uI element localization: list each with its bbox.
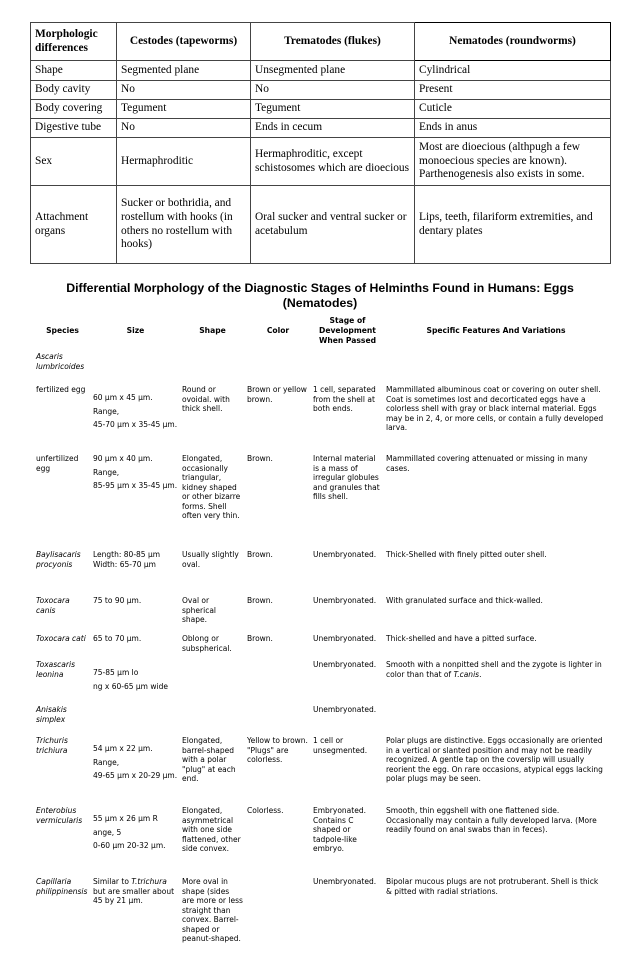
stage-text: Internal material is a mass of irregular globules and granules that fills shell. [313, 454, 380, 501]
shape-cell [180, 550, 245, 596]
egg-row [34, 385, 608, 454]
size-text: 54 µm x 22 µm. Range, 49-65 µm x 20-29 µm. [93, 744, 178, 780]
morphology-row [31, 81, 611, 100]
nematodes-cell: Lips, teeth, filariform extremities, and dentary plates [415, 186, 611, 264]
species-text: Trichuris trichiura [36, 736, 68, 755]
color-cell [245, 660, 311, 705]
color-cell [245, 454, 311, 550]
morphology-comparison-table [30, 22, 611, 264]
trematodes-cell: Oral sucker and ventral sucker or acetabulum [251, 186, 415, 264]
stage-cell [311, 550, 384, 596]
feature-cell: Attachment organs [31, 186, 117, 264]
size-cell [91, 806, 180, 877]
species-cell [34, 634, 91, 660]
nematodes-cell: Ends in anus [415, 119, 611, 138]
features-text: Polar plugs are distinctive. Eggs occasionally are oriented in a vertical or slanted position and may not be readily recognized. A gentle tap on the coverslip will usually reorient the egg. On rare occasions, atypical eggs lacking polar plugs may be seen. [386, 736, 603, 783]
color-cell [245, 550, 311, 596]
species-cell [34, 660, 91, 705]
features-text: Bipolar mucous plugs are not protruberant. Shell is thick & pitted with radial striations. [386, 877, 599, 896]
color-cell [245, 877, 311, 965]
size-text: 90 µm x 40 µm. Range, 85-95 µm x 35-45 µm. [93, 454, 178, 490]
stage-cell [311, 660, 384, 705]
stage-text: Unembryonated. [313, 705, 377, 714]
features-cell [384, 736, 608, 806]
morphology-row [31, 119, 611, 138]
features-cell [384, 550, 608, 596]
size-text: Length: 80-85 µm Width: 65-70 µm [93, 550, 161, 569]
stage-text: Unembryonated. [313, 660, 377, 669]
features-text: Smooth with a nonpitted shell and the zygote is lighter in color than that of T.canis. [386, 660, 602, 679]
stage-cell [311, 877, 384, 965]
cestodes-cell: No [117, 119, 251, 138]
features-text: Mammillated covering attenuated or missing in many cases. [386, 454, 588, 473]
egg-row [34, 660, 608, 705]
stage-cell [311, 454, 384, 550]
nematodes-cell: Most are dioecious (althpugh a few monoecious species are known). Parthenogenesis also exists in some. [415, 138, 611, 186]
shape-text: Oval or spherical shape. [182, 596, 217, 624]
morphology-row [31, 61, 611, 81]
color-text: Brown. [247, 454, 273, 463]
egg-row [34, 352, 608, 385]
nematode-eggs-table [34, 312, 608, 965]
species-cell [34, 454, 91, 550]
features-cell [384, 877, 608, 965]
eggs-table-body [34, 352, 608, 965]
features-text: With granulated surface and thick-walled. [386, 596, 543, 605]
size-text: 60 µm x 45 µm. Range, 45-70 µm x 35-45 µm. [93, 393, 178, 429]
nematodes-cell: Cuticle [415, 100, 611, 119]
egg-row [34, 454, 608, 550]
stage-text: 1 cell or unsegmented. [313, 736, 368, 755]
color-cell [245, 352, 311, 385]
shape-cell [180, 352, 245, 385]
species-text: Baylisacaris procyonis [36, 550, 81, 569]
feature-cell: Sex [31, 138, 117, 186]
size-text: 75 to 90 µm. [93, 596, 142, 605]
size-text: 55 µm x 26 µm R ange, 5 0-60 µm 20-32 µm. [93, 814, 166, 850]
color-cell [245, 596, 311, 634]
nematodes-cell: Cylindrical [415, 61, 611, 81]
size-cell [91, 705, 180, 736]
stage-cell [311, 596, 384, 634]
species-cell [34, 736, 91, 806]
header-species: Species [46, 326, 79, 335]
header-color: Color [266, 326, 290, 335]
species-text: Toxocara cati [36, 634, 86, 643]
species-text: Capillaria philippinensis [36, 877, 88, 896]
egg-row [34, 634, 608, 660]
species-text: Enterobius vermicularis [36, 806, 83, 825]
stage-text: Unembryonated. [313, 634, 377, 643]
species-text: Toxocara canis [36, 596, 70, 615]
feature-cell: Body cavity [31, 81, 117, 100]
stage-cell [311, 806, 384, 877]
size-cell [91, 385, 180, 454]
stage-cell [311, 634, 384, 660]
feature-cell: Digestive tube [31, 119, 117, 138]
morphology-header-row [31, 23, 611, 61]
cestodes-cell: Tegument [117, 100, 251, 119]
stage-cell [311, 352, 384, 385]
color-text: Brown. [247, 596, 273, 605]
species-text: Ascaris lumbricoides [36, 352, 85, 371]
size-cell [91, 596, 180, 634]
size-text: 75-85 µm lo ng x 60-65 µm wide [93, 668, 168, 691]
shape-cell [180, 454, 245, 550]
features-text: Thick-shelled and have a pitted surface. [386, 634, 537, 643]
size-cell [91, 352, 180, 385]
shape-text: Round or ovoidal. with thick shell. [182, 385, 230, 413]
morphology-row [31, 186, 611, 264]
shape-cell [180, 385, 245, 454]
size-cell [91, 550, 180, 596]
header-features: Specific Features And Variations [426, 326, 566, 335]
features-cell [384, 806, 608, 877]
shape-cell [180, 736, 245, 806]
species-cell [34, 705, 91, 736]
eggs-table-title: Differential Morphology of the Diagnostic Stages of Helminths Found in Humans: Eggs (Nematodes) [66, 281, 574, 310]
size-cell [91, 634, 180, 660]
size-text: Similar to T.trichura but are smaller about 45 by 21 µm. [93, 877, 175, 905]
size-cell [91, 736, 180, 806]
feature-cell: Body covering [31, 100, 117, 119]
size-cell [91, 660, 180, 705]
color-cell [245, 385, 311, 454]
trematodes-cell: No [251, 81, 415, 100]
stage-text: 1 cell, separated from the shell at both ends. [313, 385, 376, 413]
egg-row [34, 705, 608, 736]
color-cell [245, 705, 311, 736]
size-text: 65 to 70 µm. [93, 634, 142, 643]
header-trematodes: Trematodes (flukes) [251, 23, 415, 61]
species-cell [34, 877, 91, 965]
shape-text: Oblong or subspherical. [182, 634, 232, 653]
stage-text: Unembryonated. [313, 596, 377, 605]
features-text: Mammillated albuminous coat or covering on outer shell. Coat is sometimes lost and decorticated eggs have a colorless shell with gray or black internal material. Eggs may be in 2, 4, or more cells, or contain a fully developed larva. [386, 385, 604, 432]
egg-row [34, 550, 608, 596]
shape-cell [180, 660, 245, 705]
stage-cell [311, 736, 384, 806]
features-cell [384, 660, 608, 705]
species-cell [34, 596, 91, 634]
egg-row [34, 736, 608, 806]
color-cell [245, 736, 311, 806]
egg-row [34, 596, 608, 634]
header-size: Size [126, 326, 145, 335]
nematodes-cell: Present [415, 81, 611, 100]
header-stage: Stage of Development When Passed [318, 316, 377, 345]
shape-text: Elongated, asymmetrical with one side flattened, other side convex. [182, 806, 241, 853]
species-cell [34, 385, 91, 454]
stage-cell [311, 385, 384, 454]
species-text: fertilized egg [36, 385, 86, 394]
header-nematodes: Nematodes (roundworms) [415, 23, 611, 61]
shape-text: More oval in shape (sides are more or less straight than convex. Barrel-shaped or peanut-shaped. [182, 877, 243, 943]
color-text: Yellow to brown. "Plugs" are colorless. [247, 736, 308, 764]
features-text: Thick-Shelled with finely pitted outer shell. [386, 550, 547, 559]
header-cestodes: Cestodes (tapeworms) [117, 23, 251, 61]
header-shape: Shape [199, 326, 226, 335]
egg-row [34, 806, 608, 877]
shape-text: Elongated, barrel-shaped with a polar "plug" at each end. [182, 736, 236, 783]
color-cell [245, 634, 311, 660]
color-text: Brown. [247, 550, 273, 559]
features-cell [384, 596, 608, 634]
eggs-header-row [34, 312, 608, 352]
morphology-row [31, 100, 611, 119]
color-text: Brown. [247, 634, 273, 643]
trematodes-cell: Hermaphroditic, except schistosomes which are dioecious [251, 138, 415, 186]
stage-text: Unembryonated. [313, 877, 377, 886]
shape-text: Usually slightly oval. [182, 550, 239, 569]
species-text: unfertilized egg [36, 454, 79, 473]
trematodes-cell: Unsegmented plane [251, 61, 415, 81]
trematodes-cell: Ends in cecum [251, 119, 415, 138]
species-cell [34, 352, 91, 385]
trematodes-cell: Tegument [251, 100, 415, 119]
features-cell [384, 454, 608, 550]
stage-text: Unembryonated. [313, 550, 377, 559]
cestodes-cell: Segmented plane [117, 61, 251, 81]
species-cell [34, 806, 91, 877]
feature-cell: Shape [31, 61, 117, 81]
species-text: Toxascaris leonina [36, 660, 75, 679]
stage-cell [311, 705, 384, 736]
features-text: Smooth, thin eggshell with one flattened side. Occasionally may contain a fully developed larva. (More readily found on anal swabs than in feces). [386, 806, 597, 834]
color-cell [245, 806, 311, 877]
size-cell [91, 877, 180, 965]
color-text: Colorless. [247, 806, 284, 815]
header-morphologic-differences: Morphologic differences [31, 23, 117, 61]
features-cell [384, 352, 608, 385]
shape-cell [180, 596, 245, 634]
cestodes-cell: No [117, 81, 251, 100]
features-cell [384, 385, 608, 454]
size-cell [91, 454, 180, 550]
stage-text: Embryonated. Contains C shaped or tadpole-like embryo. [313, 806, 366, 853]
shape-cell [180, 705, 245, 736]
species-text: Anisakis simplex [36, 705, 67, 724]
cestodes-cell: Hermaphroditic [117, 138, 251, 186]
features-cell [384, 634, 608, 660]
shape-cell [180, 634, 245, 660]
morphology-row [31, 138, 611, 186]
shape-text: Elongated, occasionally triangular, kidney shaped or other bizarre forms. Shell often very thin. [182, 454, 241, 520]
color-text: Brown or yellow brown. [247, 385, 307, 404]
cestodes-cell: Sucker or bothridia, and rostellum with hooks (in others no rostellum with hooks) [117, 186, 251, 264]
shape-cell [180, 877, 245, 965]
species-cell [34, 550, 91, 596]
features-cell [384, 705, 608, 736]
egg-row [34, 877, 608, 965]
shape-cell [180, 806, 245, 877]
